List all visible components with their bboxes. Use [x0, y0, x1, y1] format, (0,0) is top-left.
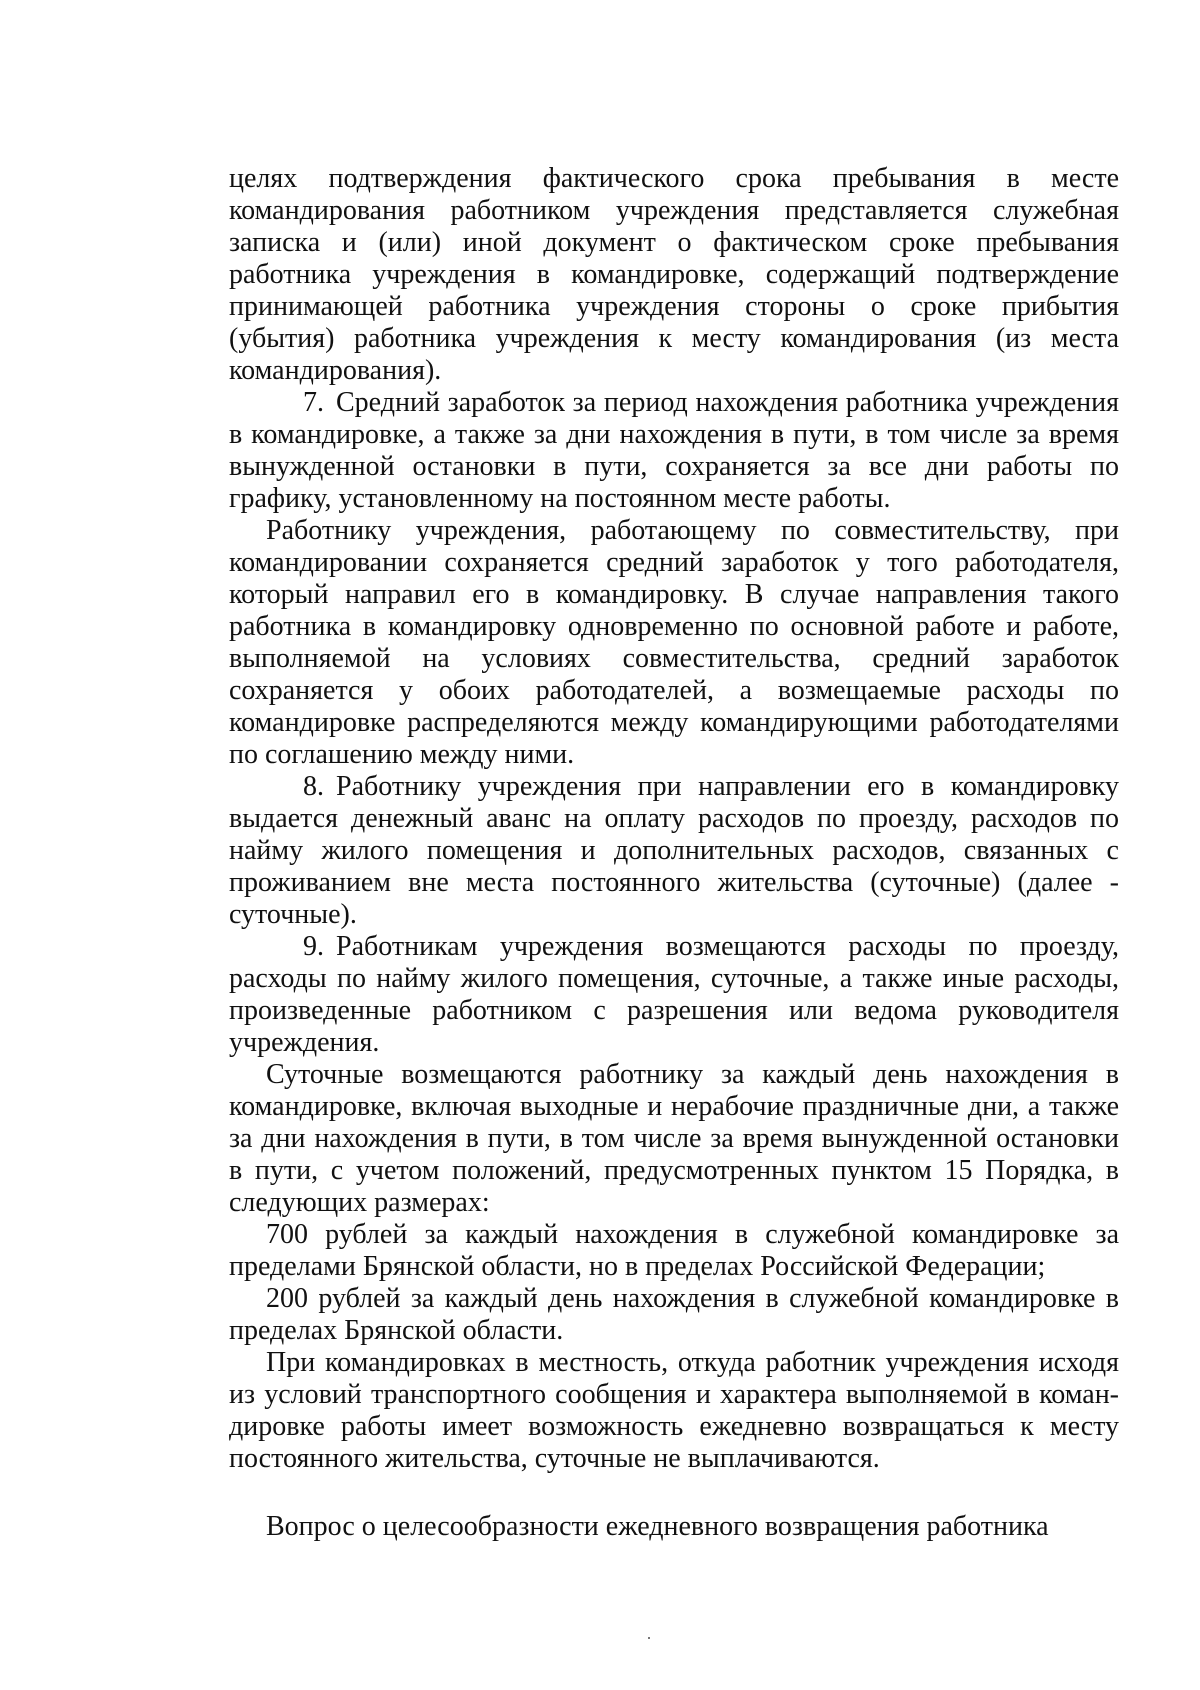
clause-8 [229, 771, 1119, 931]
clause-number: 8. [303, 771, 324, 802]
paragraph-question: Вопрос о целесообразности ежедневного возвращения работника [266, 1511, 1049, 1542]
clause-number: 9. [303, 931, 324, 962]
paragraph-daily-return: При командировках в местность, откуда работник учреждения исходя из условий транспортного сообщения и характера выполняемой в коман-дировке работы имеет возможность ежедневно возвращаться к месту постоянного жительства, суточные не выплачиваются. [229, 1347, 1119, 1474]
paragraph-rate-outside-region: 700 рублей за каждый нахождения в служебной командировке за пределами Брянской области, но в пределах Российской Федерации; [229, 1219, 1119, 1282]
document-body [229, 163, 1119, 1543]
paragraph-per-diem: Суточные возмещаются работнику за каждый день нахождения в командировке, включая выходные и нерабочие праздничные дни, а также за дни нахождения в пути, в том числе за время вынужденной остановки в пути, с учетом положений, предусмотренных пунктом 15 Порядка, в следующих размерах: [229, 1059, 1119, 1218]
clause-number: 7. [303, 387, 324, 418]
clause-9 [229, 931, 1119, 1059]
clause-text: Работнику учреждения при направлении его в командировку выдается денежный аванс на оплату расходов по проезду, расходов по найму жилого помещения и дополнительных расходов, связанных с проживанием вне места постоянного жительства (суточные) (далее - суточные). [229, 771, 1119, 930]
paragraph-confirmation: целях подтверждения фактического срока пребывания в месте командирования работником учреждения представляется служебная записка и (или) иной документ о фактическом сроке пребывания работника учреждения в командировке, содержащий подтверждение принимающей работника учреждения стороны о сроке прибытия (убытия) работника учреждения к месту командирования (из места командирования). [229, 163, 1119, 386]
scan-speck [648, 1637, 650, 1639]
paragraph-part-time: Работнику учреждения, работающему по совместительству, при командировании сохраняется средний заработок у того работодателя, который направил его в командировку. В случае направления такого работника в командировку одновременно по основной работе и работе, выполняемой на условиях совместительства, средний заработок сохраняется у обоих работодателей, а возмещаемые расходы по командировке распределяются между командирующими работодателями по соглашению между ними. [229, 515, 1119, 770]
clause-text: Работникам учреждения возмещаются расходы по проезду, расходы по найму жилого помещения, суточные, а также иные расходы, произведенные работником с разрешения или ведома руководителя учреждения. [229, 931, 1119, 1058]
paragraph-gap [229, 1475, 1119, 1511]
clause-7 [229, 387, 1119, 515]
paragraph-rate-inside-region: 200 рублей за каждый день нахождения в служебной командировке в пределах Брянской области. [229, 1283, 1119, 1346]
clause-text: Средний заработок за период нахождения работника учреждения в командировке, а также за дни нахождения в пути, в том числе за время вынужденной остановки в пути, сохраняется за все дни работы по графику, установленному на постоянном месте работы. [229, 387, 1119, 514]
